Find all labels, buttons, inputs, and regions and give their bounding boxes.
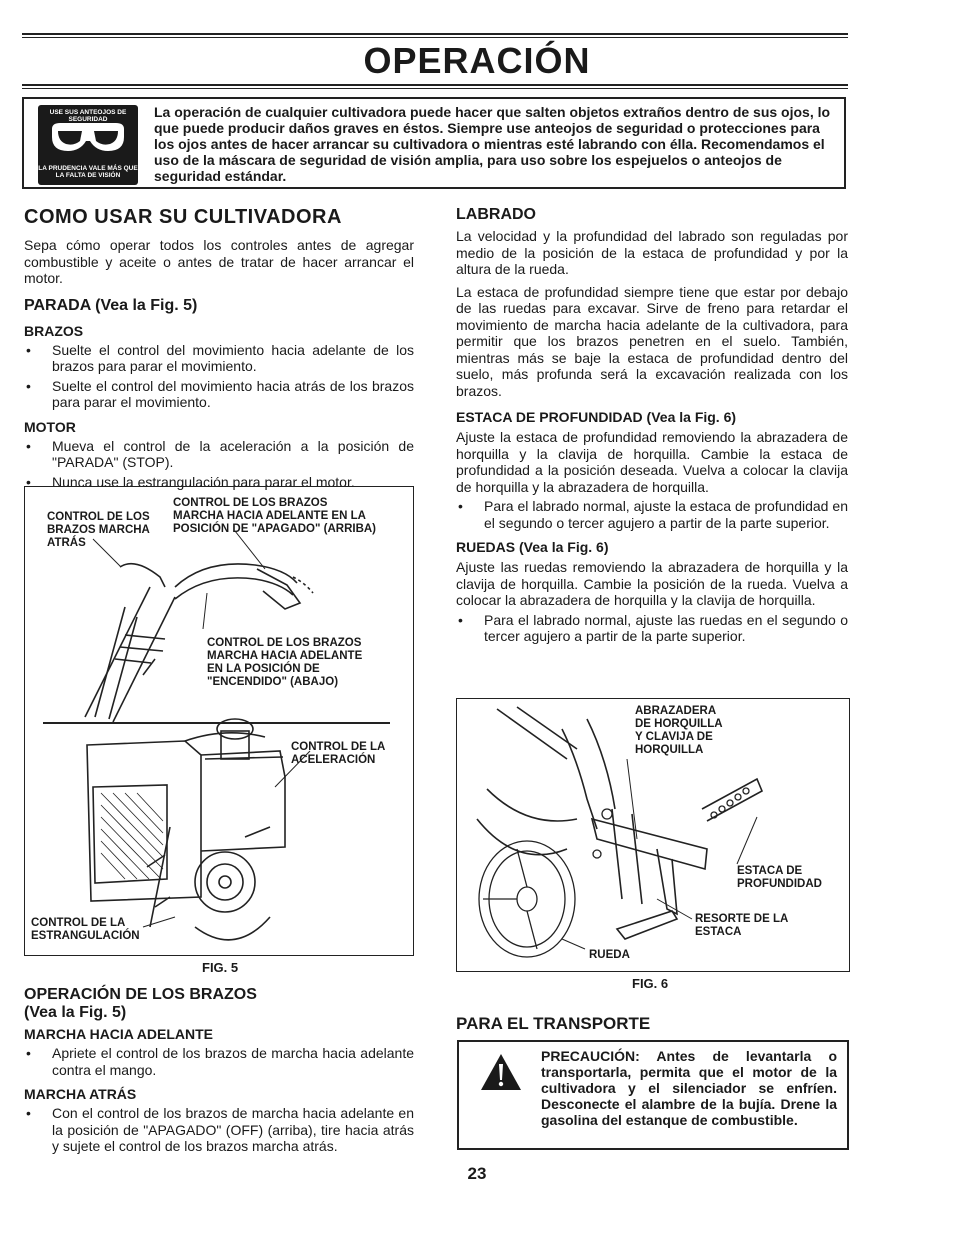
goggles-icon-top-text: USE SUS ANTEOJOS DE SEGURIDAD [49, 109, 127, 123]
figure-5 [24, 486, 414, 956]
safety-goggles-icon [38, 105, 138, 185]
ruedas-paragraph: Ajuste las ruedas removiendo la abrazadera de horquilla y la clavija de horquilla. Cambie la posición de la rueda. Vuelva a colocar la abrazadera de horquilla y la clavija de horquilla. [456, 559, 848, 608]
estaca-paragraph: Ajuste la estaca de profundidad removiendo la abrazadera de horquilla y la clavija de horquilla. Cambie la estaca de profundidad a la posición deseada. Vuelva a colocar la clavija de horquilla y la abrazadera de horquilla. [456, 429, 848, 495]
right-column [456, 206, 848, 645]
estaca-heading: ESTACA DE PROFUNDIDAD (Vea la Fig. 6) [456, 409, 737, 425]
brazos-heading: BRAZOS [24, 322, 84, 339]
forward-heading: MARCHA HACIA ADELANTE [24, 1026, 213, 1042]
ruedas-heading: RUEDAS (Vea la Fig. 6) [456, 539, 609, 555]
goggles-icon-bottom-text: LA PRUDENCIA VALE MÁS QUE LA FALTA DE VISIÓN [38, 165, 138, 179]
label-clamp-pin: ABRAZADERA DE HORQUILLA Y CLAVIJA DE HORQUILLA [635, 705, 723, 756]
label-stake-spring: RESORTE DE LA ESTACA [695, 913, 789, 938]
page-title: OPERACIÓN [363, 40, 591, 81]
title-rule-thin [22, 88, 848, 89]
labrado-heading: LABRADO [456, 206, 536, 223]
page-number: 23 [467, 1164, 487, 1183]
brazos-operation-subheading: (Vea la Fig. 5) [24, 1004, 127, 1021]
title-rule [22, 84, 848, 86]
estaca-item: • Para el labrado normal, ajuste la estaca de profundidad en el segundo o tercer agujero a partir de la parte superior. [456, 498, 848, 531]
labrado-paragraph-1: La velocidad y la profundidad del labrado son reguladas por medio de la posición de la estaca de profundidad y por la altura de la rueda. [456, 228, 848, 277]
figure-5-drawing [25, 487, 412, 954]
label-choke-control: CONTROL DE LA ESTRANGULACIÓN [31, 917, 140, 942]
warning-triangle-icon [479, 1052, 523, 1092]
caution-box [457, 1040, 849, 1150]
brazos-operation-heading: OPERACIÓN DE LOS BRAZOS [24, 986, 257, 1003]
motor-heading: MOTOR [24, 418, 76, 435]
top-rule-thin [22, 37, 848, 38]
motor-item: • Nunca use la estrangulación para parar el motor. [24, 474, 414, 491]
transport-heading: PARA EL TRANSPORTE [456, 1014, 651, 1033]
label-rear-control: CONTROL DE LOS BRAZOS MARCHA ATRÁS [47, 511, 150, 549]
goggles-shape [48, 121, 128, 155]
brazos-item: • Suelte el control del movimiento hacia atrás de los brazos para parar el movimiento. [24, 378, 414, 411]
label-depth-stake: ESTACA DE PROFUNDIDAD [737, 865, 822, 890]
figure-6-caption: FIG. 6 [632, 976, 669, 991]
parada-heading: PARADA (Vea la Fig. 5) [24, 296, 198, 314]
caution-text: PRECAUCIÓN: Antes de levantarla o transportarla, permita que el motor de la cultivadora y el silenciador se enfríen. Desconecte el alambre de la bujía. Drene la gasolina del estanque de combustible. [541, 1048, 837, 1128]
reverse-item: • Con el control de los brazos de marcha hacia adelante en la posición de "APAGADO" (OFF) (arriba), tire hacia atrás y sujete el control de los brazos marcha atrás. [24, 1105, 414, 1155]
section-heading-como-usar: COMO USAR SU CULTIVADORA [24, 206, 342, 228]
figure-6 [456, 698, 850, 972]
safety-warning-box [22, 97, 846, 189]
label-throttle-control: CONTROL DE LA ACELERACIÓN [291, 741, 386, 766]
forward-item: • Apriete el control de los brazos de marcha hacia adelante contra el mango. [24, 1045, 414, 1078]
safety-warning-text: La operación de cualquier cultivadora puede hacer que salten objetos extraños dentro de sus ojos, lo que puede producir daños graves en éstos. Siempre use anteojos de seguridad o protecciones para los ojos antes de hacer arrancar su cultivadora o mientras esté labrando con élla. Recomendamos el uso de la máscara de seguridad de visión amplia, para uso sobre los espejuelos o anteojos de seguridad estándar. [154, 104, 831, 184]
label-forward-off: CONTROL DE LOS BRAZOS MARCHA HACIA ADELANTE EN LA POSICIÓN DE "APAGADO" (ARRIBA) [173, 497, 377, 535]
brazos-operation-section [24, 986, 414, 1155]
top-rule [22, 33, 848, 35]
figure-5-caption: FIG. 5 [202, 960, 239, 975]
labrado-paragraph-2: La estaca de profundidad siempre tiene que estar por debajo de las ruedas para excavar. Sirve de freno para retardar el movimiento de marcha hacia adelante de la cultivadora, para permitir que los brazos penetren en el suelo. También, mientras más se baje la estaca de profundidad dentro del suelo, más profunda será la excavación realizada con los brazos. [456, 283, 848, 399]
intro-paragraph: Sepa cómo operar todos los controles antes de agregar combustible y aceite o antes de tratar de hacer arrancar el motor. [24, 237, 414, 286]
label-forward-on: CONTROL DE LOS BRAZOS MARCHA HACIA ADELANTE EN LA POSICIÓN DE "ENCENDIDO" (ABAJO) [207, 637, 363, 688]
ruedas-item: • Para el labrado normal, ajuste las ruedas en el segundo o tercer agujero a partir de la parte superior. [456, 612, 848, 645]
brazos-item: • Suelte el control del movimiento hacia adelante de los brazos para parar el movimiento. [24, 342, 414, 375]
label-wheel: RUEDA [589, 949, 630, 961]
left-column [24, 206, 414, 490]
reverse-heading: MARCHA ATRÁS [24, 1086, 137, 1102]
motor-item: • Mueva el control de la aceleración a la posición de "PARADA" (STOP). [24, 438, 414, 471]
